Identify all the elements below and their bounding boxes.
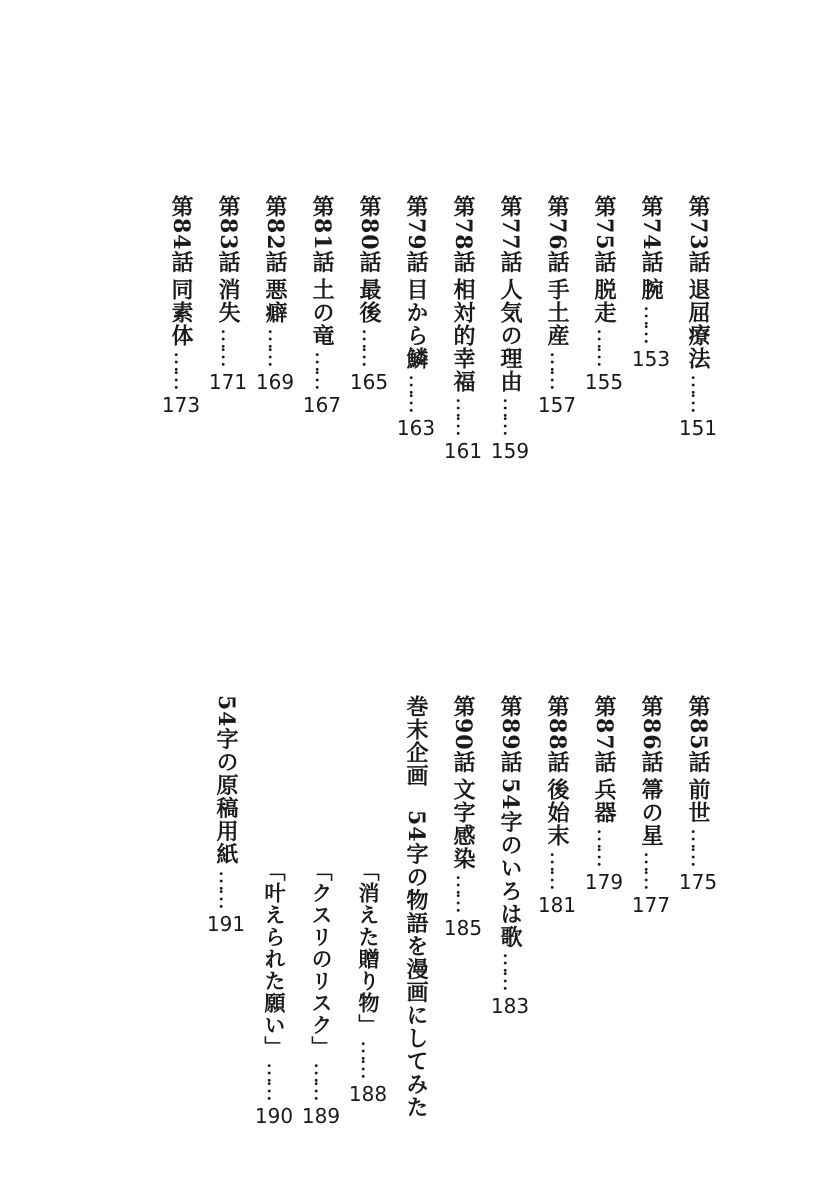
episode-title: 最後 [356,277,382,324]
toc-entry [440,195,486,463]
episode-title: 土の竜 [309,277,335,347]
episode-title: 文字感染 [450,777,476,870]
toc-entry [205,195,251,394]
episode-title: 人気の理由 [497,277,523,393]
page-number: 179 [584,869,624,894]
episode-number: 第77話 [497,195,523,274]
episode-title: 消失 [215,277,241,324]
toc-entry [487,195,533,463]
page-number: 173 [161,392,201,417]
episode-number: 第85話 [685,695,711,774]
episode-title: 前世 [685,777,711,824]
appendix-title: 54字の原稿用紙 [213,695,239,866]
toc-entry [675,695,721,894]
episode-number: 第74話 [638,195,664,274]
episode-title: 腕 [638,277,664,301]
page-number: 159 [490,438,530,463]
episode-number: 第78話 [450,195,476,274]
page-number: 188 [348,1082,388,1106]
toc-entry [158,195,204,417]
leader-dots: …… [216,327,241,364]
page-number: 190 [254,1104,294,1128]
page-number: 185 [443,915,483,940]
toc-entry [299,195,345,417]
page-number: 171 [208,369,248,394]
episode-title: 同素体 [168,277,194,347]
episode-title: 手土産 [544,277,570,347]
page-number: 165 [349,369,389,394]
page-number: 157 [537,392,577,417]
leader-dots: …… [357,327,382,364]
episode-number: 第80話 [356,195,382,274]
episode-number: 第90話 [450,695,476,774]
leader-dots: …… [592,327,617,364]
toc-entry [534,195,580,417]
episode-number: 第88話 [544,695,570,774]
leader-dots: …… [592,827,617,864]
episode-title: 目から鱗 [403,277,429,370]
leader-dots: …… [639,850,664,887]
episode-number: 第82話 [262,195,288,274]
page-number: 163 [396,415,436,440]
episode-number: 第75話 [591,195,617,274]
special-heading: 巻末企画 54字の物語を漫画にしてみた [403,695,429,1119]
leader-dots: …… [686,827,711,864]
toc-entry [581,195,627,394]
leader-dots: …… [356,1040,381,1076]
leader-dots: …… [214,869,239,906]
leader-dots: …… [309,1062,334,1098]
special-item [301,860,341,1128]
episode-title: 悪癖 [262,277,288,324]
toc-entry [534,695,580,917]
toc-entry [487,695,533,1018]
episode-number: 第73話 [685,195,711,274]
episode-number: 第76話 [544,195,570,274]
page-number: 167 [302,392,342,417]
leader-dots: …… [686,373,711,410]
toc-entry [628,195,674,371]
leader-dots: …… [169,350,194,387]
page-number: 181 [537,892,577,917]
appendix-entry [203,695,249,936]
special-section [393,695,439,1119]
page-number: 169 [255,369,295,394]
toc-top-block [0,195,817,525]
special-item-title: 「叶えられた願い」 [262,860,287,1058]
episode-title: 兵器 [591,777,617,824]
toc-entry [581,695,627,894]
page-number: 177 [631,892,671,917]
toc-bottom-block [0,695,817,1155]
episode-title: 相対的幸福 [450,277,476,393]
page-number: 183 [490,994,530,1019]
episode-title: 後始末 [544,777,570,847]
leader-dots: …… [310,350,335,387]
leader-dots: …… [451,396,476,433]
episode-title: 箒の星 [638,777,664,847]
leader-dots: …… [404,373,429,410]
toc-entry [346,195,392,394]
leader-dots: …… [451,873,476,910]
episode-number: 第84話 [168,195,194,274]
toc-entry [393,195,439,440]
page-number: 155 [584,369,624,394]
page-number: 191 [206,911,246,936]
episode-title: 退屈療法 [685,277,711,370]
page-number: 151 [678,415,718,440]
episode-number: 第83話 [215,195,241,274]
episode-number: 第81話 [309,195,335,274]
episode-number: 第87話 [591,695,617,774]
leader-dots: …… [545,850,570,887]
leader-dots: …… [262,1062,287,1098]
page-number: 189 [301,1104,341,1128]
toc-entry [440,695,486,940]
toc-entry [675,195,721,440]
toc-entry [252,195,298,394]
episode-number: 第89話 [497,695,523,774]
special-item [348,860,388,1106]
leader-dots: …… [263,327,288,364]
leader-dots: …… [639,304,664,341]
page-number: 175 [678,869,718,894]
episode-number: 第86話 [638,695,664,774]
page-number: 161 [443,438,483,463]
special-item [254,860,294,1128]
toc-entry [628,695,674,917]
episode-number: 第79話 [403,195,429,274]
episode-title: 54字のいろは歌 [497,777,523,949]
leader-dots: …… [545,350,570,387]
special-item-title: 「クスリのリスク」 [309,860,334,1058]
page-number: 153 [631,346,671,371]
leader-dots: …… [498,952,523,989]
special-item-title: 「消えた贈り物」 [356,860,381,1036]
leader-dots: …… [498,396,523,433]
episode-title: 脱走 [591,277,617,324]
